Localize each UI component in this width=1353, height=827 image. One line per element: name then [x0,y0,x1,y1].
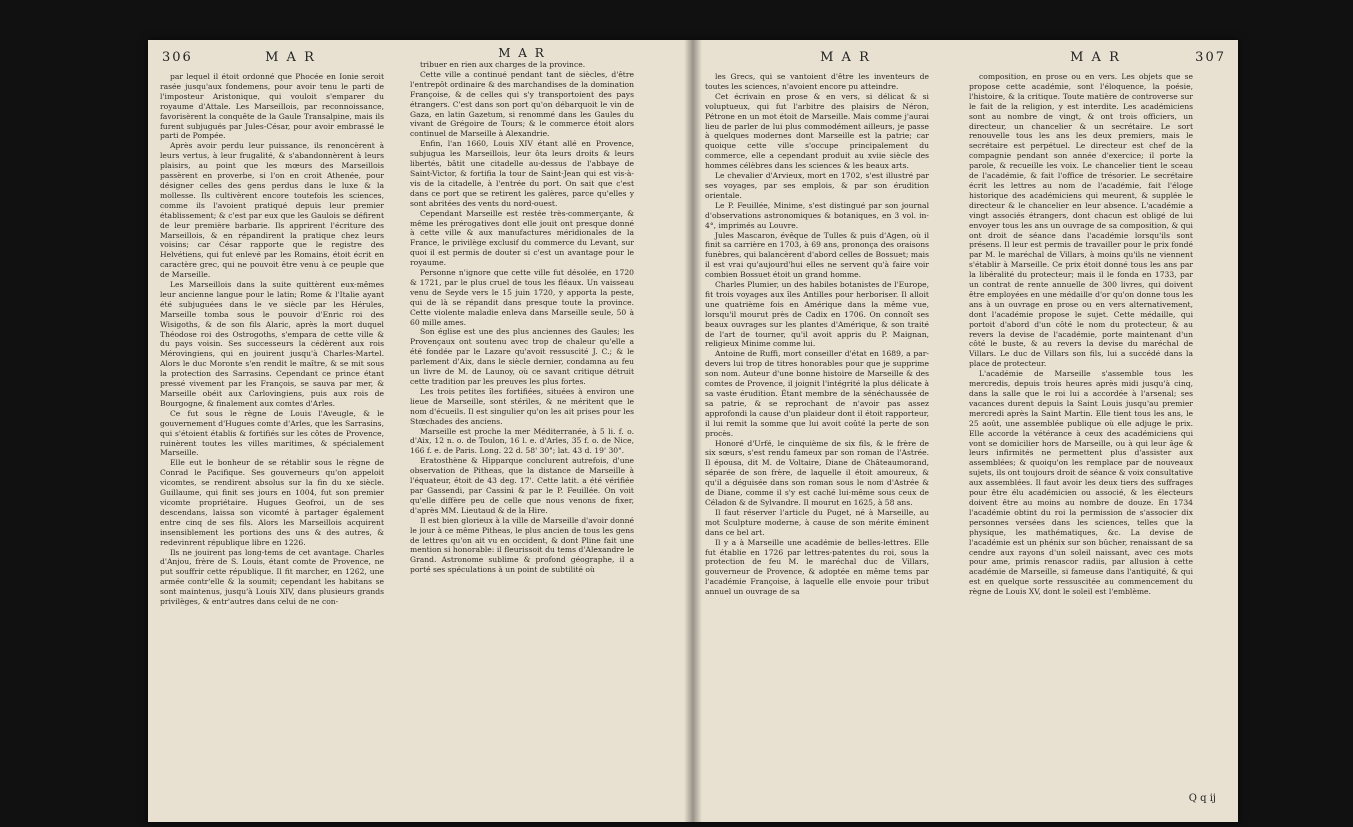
paragraph: Enfin, l'an 1660, Louis XIV étant allé en Provence, subjugua les Marseillois, leur ôta leurs droits & leurs libertés, bâtit une citadelle au-dessus de l'abbaye de Saint-Victor, & fortifia la tour de Saint-Jean qui est vis-à-vis de la citadelle, à l'entrée du port. On sait que c'est dans ce port que se retirent les galères, parce qu'elles y sont abritées des vents du nord-ouest. [410,139,634,208]
left-column-b [410,60,634,790]
paragraph: Eratosthène & Hipparque conclurent autrefois, d'une observation de Pitheas, que la distance de Marseille à l'équateur, étoit de 43 deg. 17'. Cette latit. a été vérifiée par Gassendi, par Cassini & par le P. Feuillée. On voit qu'elle diffère peu de celle que nous venons de fixer, d'après MM. Lieutaud & de la Hire. [410,456,634,515]
paragraph: L'académie de Marseille s'assemble tous les mercredis, depuis trois heures après midi jusqu'à cinq, dans la salle que le roi lui a accordée à l'arsenal; ses vacances durent depuis la Saint Louis jusqu'au premier mercredi après la Saint Martin. Elle tient tous les ans, le 25 août, une assemblée publique où elle adjuge le prix. Elle accorde la vétérance à ceux des académiciens qui vont se domicilier hors de Marseille, ou à qui leur âge & leurs infirmités ne permettent plus d'assister aux assemblées; & quoiqu'on les remplace par de nouveaux sujets, ils ont toujours droit de séance & voix consultative aux assemblées. Il faut avoir les deux tiers des suffrages pour être élu académicien ou associé, & les électeurs doivent être au moins au nombre de douze. En 1734 l'académie obtint du roi la permission de s'associer dix personnes versées dans les sciences, telles que la physique, les mathématiques, &c. La devise de l'académie est un phénix sur son bûcher, renaissant de sa cendre aux rayons d'un soleil naissant, avec ces mots pour ame, primis renascor radiis, par allusion à cette académie de Marseille, si fameuse dans l'antiquité, & qui est en quelque sorte ressuscitée au commencement du règne de Louis XV, dont le soleil est l'emblème. [969,369,1193,597]
paragraph: Cependant Marseille est restée très-commerçante, & même les prérogatives dont elle jouit ont presque donné à cette ville & aux manufactures méridionales de la France, le privilège exclusif du commerce du Levant, sur quoi il est permis de douter si c'est un avantage pour le royaume. [410,208,634,268]
right-column-b [969,72,1193,802]
paragraph: Ils ne jouirent pas long-tems de cet avantage. Charles d'Anjou, frère de S. Louis, étant comte de Provence, ne put souffrir cette république. Il fit marcher, en 1262, une armée contr'elle & la soumit; cependant les habitans se sont maintenus, jusqu'à Louis XIV, dans plusieurs grands privilèges, & entr'autres dans celui de ne con- [160,547,384,607]
right-running-title-b: M A R [1070,50,1121,65]
paragraph: Les trois petites îles fortifiées, situées à environ une lieue de Marseille, sont stériles, & ne méritent que le nom d'écueils. Il est singulier qu'on les ait prises pour les Stœchades des anciens. [410,386,634,426]
paragraph: Honoré d'Urfé, le cinquième de six fils, & le frère de six sœurs, s'est rendu fameux par son roman de l'Astrée. Il épousa, dit M. de Voltaire, Diane de Châteaumorand, séparée de son frère, de laquelle il étoit amoureux, & qu'il a déguisée dans son roman sous le nom d'Astrée & de Diane, comme il s'y est caché lui-même sous ceux de Céladon & de Sylvandre. Il mourut en 1625, à 58 ans. [705,438,929,507]
paragraph: par lequel il étoit ordonné que Phocée en Ionie seroit rasée jusqu'aux fondemens, pour avoir tenu le parti de l'imposteur Aristonique, qui vouloit s'emparer du royaume d'Attale. Les Marseillois, par reconnoissance, favorisèrent la conquête de la Gaule Transalpine, mais ils furent subjugués par Jules-César, pour avoir embrassé le parti de Pompée. [160,72,384,141]
paragraph: les Grecs, qui se vantoient d'être les inventeurs de toutes les sciences, n'avoient encore pu atteindre. [705,72,929,91]
paragraph: Il est bien glorieux à la ville de Marseille d'avoir donné le jour à ce même Pitheas, le plus ancien de tous les gens de lettres qu'on ait vu en occident, & dont Pline fait une mention si honorable: il fleurissoit du tems d'Alexandre le Grand. Astronome sublime & profond géographe, il a porté ses spéculations à un point de subtilité où [410,515,634,575]
paragraph: Marseille est proche la mer Méditerranée, à 5 li. f. o. d'Aix, 12 n. o. de Toulon, 16 l. e. d'Arles, 35 f. o. de Nice, 166 f. e. de Paris. Long. 22 d. 58' 30"; lat. 43 d. 19' 30". [410,426,634,456]
paragraph: composition, en prose ou en vers. Les objets que se propose cette académie, sont l'éloquence, la poésie, l'histoire, & la critique. Toute matière de controverse sur le fait de la religion, y est interdite. Les académiciens sont au nombre de vingt, & ont trois officiers, un directeur, un chancelier & un secrétaire. Le sort renouvelle tous les ans les deux premiers, mais le secrétaire est perpétuel. Le directeur est chef de la compagnie pendant son année d'exercice; il porte la parole, & recueille les voix. Le chancelier tient le sceau de l'académie, & fait l'office de trésorier. Le secrétaire écrit les lettres au nom de l'académie, fait l'éloge historique des académiciens qui meurent, & supplée le directeur & le chancelier en leur absence. L'académie a vingt associés étrangers, dont chacun est obligé de lui envoyer tous les ans un ouvrage de sa composition, & qui ont droit de séance dans l'académie lorsqu'ils sont présens. Il leur est permis de travailler pour le prix fondé par M. le maréchal de Villars, à moins qu'ils ne viennent s'établir à Marseille. Ce prix étoit donné tous les ans par la libéralité du protecteur; mais il le fonda en 1733, par un contrat de rente annuelle de 300 livres, qui doivent être employées en une médaille d'or qu'on donne tous les ans à un ouvrage en prose ou en vers alternativement, dont l'académie propose le sujet. Cette médaille, qui portoit d'abord d'un côté le nom du protecteur, & au revers la devise de l'académie, porte maintenant d'un côté le buste, & au revers la devise du maréchal de Villars. Le duc de Villars son fils, lui a succédé dans la place de protecteur. [969,72,1193,369]
paragraph: Cette ville a continué pendant tant de siècles, d'être l'entrepôt ordinaire & des marchandises de la domination Françoise, & de celles qui s'y transportoient des pays étrangers. C'est dans son port qu'on débarquoit le vin de Gaza, en latin Gazetum, si renommé dans les Gaules du vivant de Grégoire de Tours; & le commerce étoit alors continuel de Marseille à Alexandrie. [410,69,634,139]
left-column-title: M A R [498,46,546,60]
left-page-number: 306 [162,50,193,65]
right-running-head [693,50,1238,68]
left-running-title: M A R [265,50,316,65]
left-column-a [160,72,384,802]
paragraph: tribuer en rien aux charges de la province. [420,60,586,69]
paragraph: Le P. Feuillée, Minime, s'est distingué par son journal d'observations astronomiques & botaniques, en 3 vol. in-4°, imprimés au Louvre. [705,200,929,230]
paragraph: Cet écrivain en prose & en vers, si délicat & si voluptueux, qui fut l'arbitre des plaisirs de Néron, Pétrone en un mot étoit de Marseille. Mais comme j'aurai lieu de parler de lui plus commodément ailleurs, je passe à quelques modernes dont Marseille est la patrie; car quoique cette ville s'occupe principalement du commerce, elle a cependant produit au xviie siècle des hommes célèbres dans les sciences & les beaux arts. [705,91,929,171]
right-page-number: 307 [1195,50,1226,65]
paragraph: Personne n'ignore que cette ville fut désolée, en 1720 & 1721, par le plus cruel de tous les fléaux. Un vaisseau venu de Seyde vers le 15 juin 1720, y apporta la peste, qui de là se répandit dans presque toute la province. Cette violente maladie enleva dans Marseille seule, 50 à 60 mille ames. [410,268,634,327]
paragraph: Jules Mascaron, évêque de Tulles & puis d'Agen, où il finit sa carrière en 1703, à 69 ans, prononça des oraisons funèbres, qui balancèrent d'abord celles de Bossuet; mais il est vrai qu'aujourd'hui elles ne servent qu'à faire voir combien Bossuet étoit un grand homme. [705,230,929,280]
paragraph: Il faut réserver l'article du Puget, né à Marseille, au mot Sculpture moderne, à cause de son mérite éminent dans ce bel art. [705,507,929,537]
right-page [693,40,1238,822]
paragraph: Antoine de Ruffi, mort conseiller d'état en 1689, a par-devers lui trop de titres honorables pour que je supprime son nom. Auteur d'une bonne histoire de Marseille & des comtes de Provence, il joignit l'intégrité la plus délicate à sa vaste érudition. Étant membre de la sénéchaussée de sa patrie, & se reprochant de n'avoir pas assez approfondi la cause d'un plaideur dont il étoit rapporteur, il lui remit la somme que lui avoit coûté la perte de son procès. [705,349,929,438]
paragraph: Après avoir perdu leur puissance, ils renoncèrent à leurs vertus, à leur frugalité, & s'abandonnèrent à leurs plaisirs, au point que les mœurs des Marseillois passèrent en proverbe, si l'on en croit Athenée, pour désigner celles des gens perdus dans le luxe & la mollesse. Ils cultivèrent encore toutefois les sciences, comme ils l'avoient pratiqué depuis leur premier établissement; & c'est par eux que les Gaulois se défirent de leur première barbarie. Ils apprirent l'écriture des Marseillois, & en répandirent la pratique chez leurs voisins; car César rapporte que le registre des Helvétiens, qui fut enlevé par les Romains, étoit écrit en caractère grec, qui ne pouvoit être venu à ce peuple que de Marseille. [160,141,384,280]
paragraph: Ce fut sous le règne de Louis l'Aveugle, & le gouvernement d'Hugues comte d'Arles, que les Sarrasins, qui s'étoient établis & fortifiés sur les côtes de Provence, ruinèrent toutes les villes maritimes, & spécialement Marseille. [160,408,384,458]
left-page [148,40,693,822]
right-column-a [705,72,929,802]
paragraph: Son église est une des plus anciennes des Gaules; les Provençaux ont soutenu avec trop de chaleur qu'elle a été fondée par le Lazare qu'avoit ressuscité J. C.; & le parlement d'Aix, dans le siècle dernier, condamna au feu un livre de M. de Launoy, où ce savant critique détruit cette tradition par les preuves les plus fortes. [410,327,634,386]
paragraph: Charles Plumier, un des habiles botanistes de l'Europe, fit trois voyages aux îles Antilles pour herboriser. Il alloit une quatrième fois en Amérique dans la même vue, lorsqu'il mourut près de Cadix en 1706. On connoît ses beaux ouvrages sur les plantes d'Amérique, & son traité de l'art de tourner, qu'il avoit appris du P. Maignan, religieux Minime comme lui. [705,280,929,349]
right-running-title-a: M A R [820,50,871,65]
signature-mark: Q q ij [1188,793,1216,804]
paragraph: Il y a à Marseille une académie de belles-lettres. Elle fut établie en 1726 par lettres-patentes du roi, sous la protection de feu M. le maréchal duc de Villars, gouverneur de Provence, & adoptée en même tems par l'académie Françoise, à laquelle elle envoie pour tribut annuel un ouvrage de sa [705,537,929,597]
paragraph: Le chevalier d'Arvieux, mort en 1702, s'est illustré par ses voyages, par ses emplois, & par son érudition orientale. [705,171,929,200]
paragraph: Les Marseillois dans la suite quittèrent eux-mêmes leur ancienne langue pour le latin; Rome & l'Italie ayant été subjuguées dans le ve siècle par les Hérules, Marseille tomba sous le pouvoir d'Enric roi des Wisigoths, & de son fils Alaric, après la mort duquel Théodose roi des Ostrogoths, s'empara de cette ville & du pays voisin. Ses successeurs la cédèrent aux rois Mérovingiens, qui en jouirent jusqu'à Charles-Martel. Alors le duc Moronte s'en rendit le maître, & se mit sous la protection des Sarrasins. Cependant ce prince étant pressé vivement par les François, se sauva par mer, & Marseille obéit aux Carlovingiens, puis aux rois de Bourgogne, & finalement aux comtes d'Arles. [160,280,384,408]
paragraph: Elle eut le bonheur de se rétablir sous le règne de Conrad le Pacifique. Ses gouverneurs qu'on appeloit vicomtes, se rendirent absolus sur la fin du xe siècle. Guillaume, qui finit ses jours en 1004, fut son premier vicomte propriétaire. Hugues Geofroi, un de ses descendans, laissa son vicomté à partager également entre cinq de ses fils. Alors les Marseillois acquirent insensiblement les portions des uns & des autres, & redevinrent république libre en 1226. [160,458,384,547]
book-spread [148,40,1238,822]
